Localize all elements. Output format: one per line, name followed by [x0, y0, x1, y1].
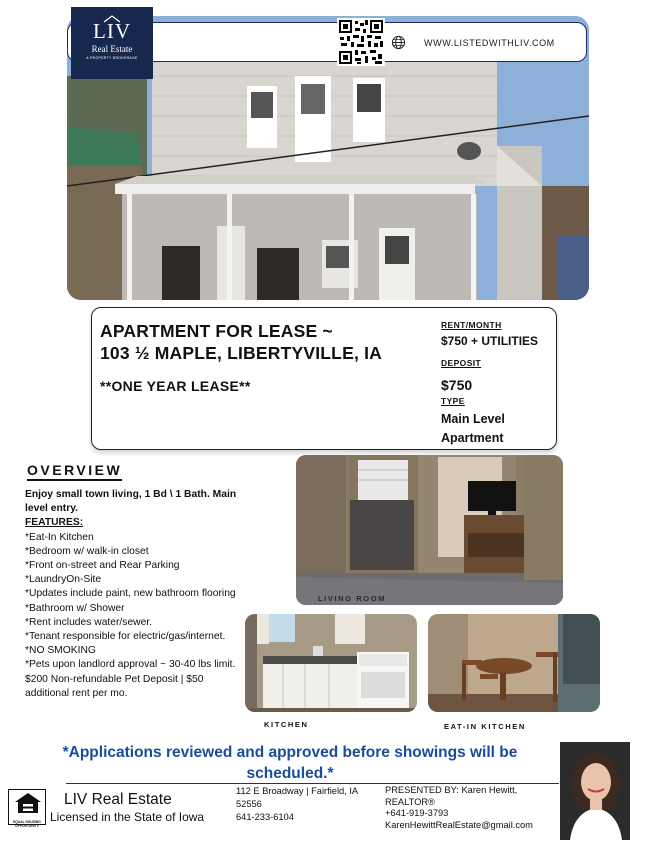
type-line-2: Apartment: [441, 431, 504, 445]
equal-housing-icon: [9, 790, 47, 815]
eat-in-kitchen-caption: EAT-IN KITCHEN: [444, 722, 526, 731]
feature-item: *Front on-street and Rear Parking: [25, 560, 180, 572]
office-address: [236, 785, 386, 824]
presenter-line-1: PRESENTED BY: Karen Hewitt,: [385, 785, 518, 795]
rent-value: $750 + UTILITIES: [441, 334, 539, 348]
living-room-photo: [296, 455, 563, 605]
title-line-1: APARTMENT FOR LEASE ~: [100, 321, 333, 341]
feature-item: *Bedroom w/ walk-in closet: [25, 545, 149, 557]
eat-in-kitchen-photo: [428, 614, 600, 712]
website-link[interactable]: WWW.LISTEDWITHLIV.COM: [424, 38, 555, 48]
equal-housing-logo: [8, 789, 46, 828]
type-label: TYPE: [441, 396, 465, 406]
listing-title: [100, 320, 382, 364]
agent-photo: [560, 742, 630, 840]
lease-term: **ONE YEAR LEASE**: [100, 378, 251, 394]
license-note: Licensed in the State of Iowa: [50, 810, 205, 824]
footer-divider: [66, 783, 559, 784]
qr-code-icon[interactable]: [337, 18, 385, 66]
presenter-line-2: REALTOR®: [385, 796, 435, 807]
rent-label: RENT/MONTH: [441, 320, 502, 330]
brand-name: LIV Real Estate: [64, 791, 172, 808]
logo-tagline: A PROPERTY BROKERAGE: [86, 56, 138, 60]
roof-icon: [102, 15, 122, 23]
feature-item: *Eat-In Kitchen: [25, 531, 94, 543]
notice-line-2: scheduled.*: [246, 765, 334, 782]
overview-text: [25, 488, 243, 701]
address-line-1: 112 E Broadway | Fairfield, IA: [236, 786, 359, 796]
features-label: FEATURES:: [25, 517, 84, 529]
notice-line-1: *Applications reviewed and approved before showings will be: [62, 744, 518, 761]
presenter-phone[interactable]: +641-919-3793: [385, 808, 449, 819]
kitchen-caption: KITCHEN: [264, 720, 309, 729]
living-room-caption: LIVING ROOM: [318, 594, 387, 603]
equal-housing-text: EQUAL HOUSING OPPORTUNITY: [13, 820, 41, 828]
liv-logo: [71, 7, 153, 79]
address-line-2: 52556: [236, 799, 262, 809]
deposit-label: DEPOSIT: [441, 358, 482, 368]
kitchen-photo: [245, 614, 417, 712]
feature-item: *Updates include paint, new bathroom flooring: [25, 588, 236, 600]
feature-item: *NO SMOKING: [25, 645, 96, 657]
feature-item: *Rent includes water/sewer.: [25, 616, 153, 628]
overview-intro: Enjoy small town living, 1 Bd \ 1 Bath. Main level entry.: [25, 489, 237, 515]
presenter-info: [385, 785, 555, 831]
feature-item: *Bathroom w/ Shower: [25, 602, 125, 614]
deposit-value: $750: [441, 377, 473, 393]
globe-icon: [391, 35, 406, 50]
presenter-email[interactable]: KarenHewittRealEstate@gmail.com: [385, 819, 533, 830]
logo-mark: LIV: [93, 19, 131, 43]
feature-item: *LaundryOn-Site: [25, 574, 102, 586]
feature-item: *Tenant responsible for electric/gas/internet.: [25, 631, 226, 643]
feature-item: *Pets upon landlord approval ~ 30-40 lbs limit. $200 Non-refundable Pet Deposit | $50 additional rent per mo.: [25, 659, 236, 699]
office-phone[interactable]: 641-233-6104: [236, 812, 294, 822]
applications-notice: [40, 742, 540, 784]
overview-heading: OVERVIEW: [27, 462, 122, 481]
logo-sub: Real Estate: [91, 44, 133, 54]
type-line-1: Main Level: [441, 412, 505, 426]
title-line-2: 103 ½ MAPLE, LIBERTYVILLE, IA: [100, 343, 382, 363]
